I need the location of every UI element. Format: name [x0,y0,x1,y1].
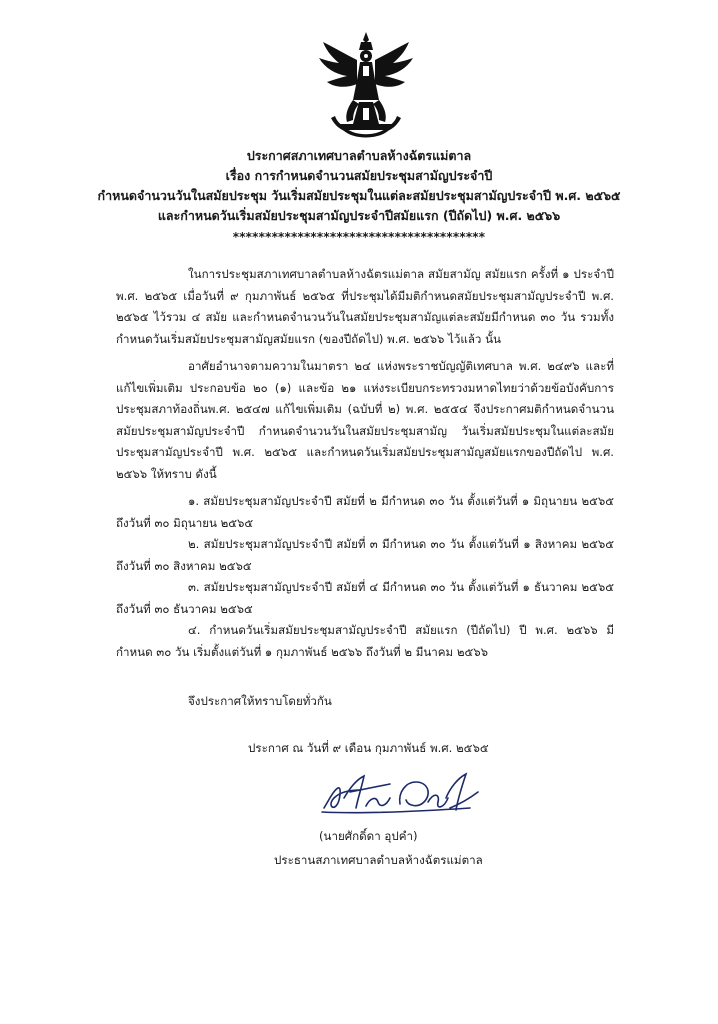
body-paragraphs [116,264,614,663]
announcement-title: ประกาศสภาเทศบาลตำบลห้างฉัตรแม่ตาล [246,148,472,163]
garuda-emblem-icon [317,30,415,142]
star-divider: *************************************** [232,230,486,244]
list-item-session-4: ๓. สมัยประชุมสามัญประจำปี สมัยที่ ๔ มีกำหนด ๓๐ วัน ตั้งแต่วันที่ ๑ ธันวาคม ๒๕๖๕ ถึงวันที่ ๓๐ ธันวาคม ๒๕๖๕ [116,580,614,616]
signature-icon [320,768,485,820]
announcement-subject-line-3: และกำหนดวันเริ่มสมัยประชุมสามัญประจำปีสมัยแรก (ปีถัดไป) พ.ศ. ๒๕๖๖ [157,208,561,223]
announcement-date: ประกาศ ณ วันที่ ๙ เดือน กุมภาพันธ์ พ.ศ. ๒๕๖๕ [248,741,489,755]
signatory-name: (นายศักดิ์ดา อุปคำ) [319,829,418,843]
paragraph-meeting-resolution: ในการประชุมสภาเทศบาลตำบลห้างฉัตรแม่ตาล สมัยสามัญ สมัยแรก ครั้งที่ ๑ ประจำปี พ.ศ. ๒๕๖๕ เมื่อวันที่ ๙ กุมภาพันธ์ ๒๕๖๕ ที่ประชุมได้มีมติกำหนดสมัยประชุมสามัญประจำปี พ.ศ. ๒๕๖๕ ไว้รวม ๔ สมัย และกำหนดจำนวนวันในสมัยประชุมสามัญแต่ละสมัยมีกำหนด ๓๐ วัน รวมทั้งกำหนดวันเริ่มสมัยประชุมสามัญสมัยแรก (ของปีถัดไป) พ.ศ. ๒๕๖๖ ไว้แล้ว นั้น [116,267,614,346]
closing-statement: จึงประกาศให้ทราบโดยทั่วกัน [188,694,332,708]
paragraph-legal-authority: อาศัยอำนาจตามความในมาตรา ๒๔ แห่งพระราชบัญญัติเทศบาล พ.ศ. ๒๔๙๖ และที่แก้ไขเพิ่มเติม ประกอบข้อ ๒๐ (๑) และข้อ ๒๑ แห่งระเบียบกระทรวงมหาดไทยว่าด้วยข้อบังคับการประชุมสภาท้องถิ่นพ.ศ. ๒๕๔๗ แก้ไขเพิ่มเติม (ฉบับที่ ๒) พ.ศ. ๒๕๕๔ จึงประกาศมติกำหนดจำนวนสมัยประชุมสามัญประจำปี กำหนดจำนวนวันในสมัยประชุมสามัญ วันเริ่มสมัยประชุมในแต่ละสมัยประชุมสามัญประจำปี พ.ศ. ๒๕๖๕ และกำหนดวันเริ่มสมัยประชุมสามัญสมัยแรกของปีถัดไป พ.ศ. ๒๕๖๖ ให้ทราบ ดังนี้ [116,359,614,481]
list-item-session-2: ๑. สมัยประชุมสามัญประจำปี สมัยที่ ๒ มีกำหนด ๓๐ วัน ตั้งแต่วันที่ ๑ มิถุนายน ๒๕๖๕ ถึงวันที่ ๓๐ มิถุนายน ๒๕๖๕ [116,494,614,530]
list-item-session-3: ๒. สมัยประชุมสามัญประจำปี สมัยที่ ๓ มีกำหนด ๓๐ วัน ตั้งแต่วันที่ ๑ สิงหาคม ๒๕๖๕ ถึงวันที่ ๓๐ สิงหาคม ๒๕๖๕ [116,537,614,573]
announcement-subject-line-2: กำหนดจำนวนวันในสมัยประชุม วันเริ่มสมัยประชุมในแต่ละสมัยประชุมสามัญประจำปี พ.ศ. ๒๕๖๕ [97,188,621,203]
list-item-first-session-next-year: ๔. กำหนดวันเริ่มสมัยประชุมสามัญประจำปี สมัยแรก (ปีถัดไป) ปี พ.ศ. ๒๕๖๖ มีกำหนด ๓๐ วัน เริ่มตั้งแต่วันที่ ๑ กุมภาพันธ์ ๒๕๖๖ ถึงวันที่ ๒ มีนาคม ๒๕๖๖ [116,623,614,659]
announcement-subject: เรื่อง การกำหนดจำนวนสมัยประชุมสามัญประจำปี [225,168,493,183]
signatory-title: ประธานสภาเทศบาลตำบลห้างฉัตรแม่ตาล [274,853,483,867]
